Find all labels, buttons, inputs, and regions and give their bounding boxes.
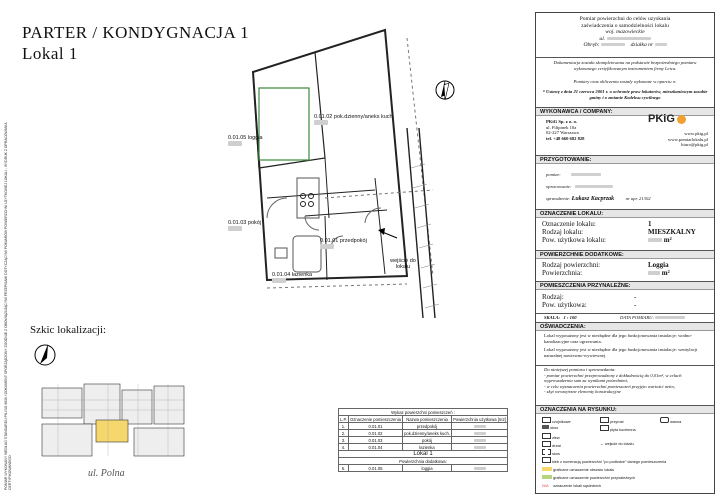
table-row — [339, 465, 508, 472]
room-label-pokoj — [228, 220, 261, 232]
north-arrow-icon — [30, 340, 60, 370]
legend-item: wejście do lokalu — [604, 442, 634, 446]
panel-head-line: woj. mazowieckie — [605, 29, 645, 35]
uwagi-line: - skyt wewnętrzne elementy konstrukcyjne — [544, 389, 621, 394]
company-phone: tel. +48 660 682 828 — [546, 135, 585, 141]
table-cell: 0.01.03 — [348, 437, 402, 444]
panel-head-line: zaświadczenia o samodzielności lokalu — [581, 22, 669, 29]
table-row — [339, 437, 508, 444]
oz-value: 1 — [648, 220, 652, 228]
sprawdzenie-label: sprawdzenie: — [546, 196, 571, 201]
room-name: pok.dzienny/aneks kuch. — [333, 114, 395, 120]
legend-item: okno — [550, 426, 559, 430]
location-sketch — [38, 380, 188, 462]
table-cell — [452, 423, 508, 430]
table-header: Nazwa pomieszczenia — [403, 416, 452, 423]
room-table — [338, 408, 508, 472]
powierzchnia-label: Powierzchnia: — [542, 269, 583, 277]
pow-label: Pow. użytkowa lokalu: — [542, 236, 606, 244]
ul-label: ul. — [599, 35, 606, 42]
company-web — [648, 131, 708, 148]
table-cell: przedpokój — [403, 423, 452, 430]
calc-text: Pomiary oraz obliczenia zostały wykonane w oparciu o: — [573, 79, 677, 84]
entrance-label: wejście do lokalu — [390, 258, 416, 270]
opracowanie-label: opracowanie: — [546, 184, 572, 189]
uwagi-line: - w celu wyznaczenia powierzchni pomieszczeń przyjęto wartości netto, — [544, 383, 676, 389]
uwagi — [544, 367, 708, 395]
logo-text: PKiG — [648, 113, 675, 125]
table-cell: 0.01.02 — [348, 430, 402, 437]
room-label-loggia — [228, 135, 263, 147]
pow-unit: m² — [663, 236, 672, 244]
company-address: ul. Filipinek 10a — [546, 124, 577, 130]
p-rodzaj-label: Rodzaj: — [542, 293, 564, 301]
table-cell: 5. — [339, 465, 349, 472]
panel-head-line: Pomiar powierzchni do celów uzyskania — [579, 16, 671, 22]
company-mail-link[interactable]: biuro@pkig.pl — [681, 142, 708, 147]
room-code: 0.01.03 — [228, 220, 247, 226]
table-row — [339, 430, 508, 437]
oz-row — [542, 220, 596, 228]
info-panel: Pomiar powierzchni do celów uzyskania zaświadczenia o samodzielności lokalu woj. mazowieckie ul. Obręb: działka nr Dokumentacja została skompletowana na podstawie bezpośredniego pomiaru wykonanego certyfikowanym instrumentem firmy Leica. Pomiary oraz obliczenia zostały wykonane w oparciu o: * Ustawę z dnia 21 czerwca 2001 r. o ochronie praw lokatorów, mieszkaniowym zasobie gminy i o zmianie Kodeksu cywilnego WYKONAWCA / COMPANY: PKiG Sp. z o. o. ul. Filipinek 10a 02-227 Warszawa tel. +48 660 682 828 PKiG www.pkig.pl www.pomiarlokalu.pl biuro@pkig.pl PRZYGOTOWANIE: pomiar: opracowanie: sprawdzenie: Łukasz Kacprzak nr upr. 21302 OZNACZENIE LOKALU: Oznaczenie lokalu: 1 Rodzaj lokalu: MIESZKALNY Pow. użytkowa lokalu: m² POWIERZCHNIE DODATKOWE: Rodzaj powierzchni: Loggia Powierzchnia: m² POMIESZCZENIA PRZYNALEŻNE: Rodzaj: - Pow. użytkowa: - SKALA: 1 : 100 DATA POMIARU: OŚWIADCZENIA: Lokal wyposażony jest w niezbędne dla jego funkcjonowania instalacje: wodno-kanalizacyjne oraz ogrzewania. Lokal wyposażony jest w niezbędne dla jego funkcjonowania instalacje: wentylacji naturalnej nawiewno-wywiewnej. Do niniejszej pomiaru i sprawozdania: - pomiar powierzchni przeprowadzony z dokładnością do 0,01m², w celach wyprowadzenia sum za wynikami pośrednimi, - w celu wyznaczenia powierzchni pomieszczeń przyjęto wartości netto, - skyt wewnętrzne elementy konstrukcyjne OZNACZENIA NA RYSUNKU: czujnikowe przyrost wanna okno płyta kuchenna zlew drzwi ← wejście do lokalu skos kleb z numeracją powierzchni "po podłodze" danego pomieszczenia graficzne oznaczenie obszaru lokalu graficzne oznaczenie powierzchni przynależnych N/A oznaczenie lokali sąsiednich — [535, 12, 715, 494]
oznaczenie-head: OZNACZENIE LOKALU: — [536, 209, 714, 218]
dzialka-label: działka nr — [630, 42, 654, 48]
table-row — [339, 423, 508, 430]
law-text: * Ustawę z dnia 21 czerwca 2001 r. o ochronie praw lokatorów, mieszkaniowym zasobie gminy i o zmianie Kodeksu cywilnego — [542, 89, 708, 100]
legend-item: czujnikowe — [552, 420, 571, 424]
street-label: ul. Polna — [88, 468, 125, 479]
company-web-link[interactable]: www.pkig.pl — [684, 131, 708, 136]
room-label-przedpokoj — [320, 238, 367, 250]
legend-item: drzwi — [552, 444, 561, 448]
legenda-head: OZNACZENIA NA RYSUNKU: — [536, 405, 714, 414]
rodzaj-pow-value: Loggia — [648, 261, 669, 269]
legend-item: zlew — [552, 436, 560, 440]
table-cell: 3. — [339, 437, 349, 444]
room-name: łazienka — [291, 272, 313, 278]
table-dodatkowe-label: Powierzchnia dodatkowa: — [339, 458, 508, 465]
room-name: pokój — [247, 220, 262, 226]
company-address: 02-227 Warszawa — [546, 130, 579, 135]
legend-item: wanna — [670, 420, 682, 424]
table-cell — [452, 465, 508, 472]
rodzaj-pow-label: Rodzaj powierzchni: — [542, 261, 601, 269]
prep-rows — [546, 169, 651, 205]
table-cell: 4. — [339, 444, 349, 451]
room-name: przedpokój — [339, 238, 367, 244]
table-lokal-label: Lokal 1 — [339, 451, 508, 458]
sketch-title: Szkic lokalizacji: — [30, 324, 107, 336]
company-web-link[interactable]: www.pomiarlokalu.pl — [667, 136, 708, 142]
legend-item: skos — [552, 452, 560, 456]
table-row — [339, 444, 508, 451]
table-header: L.P. — [340, 416, 347, 422]
company-name: PKiG Sp. z o. o. — [546, 119, 578, 124]
table-header: Powierzchnia użytkowa [m2] — [453, 416, 506, 422]
table-cell — [452, 430, 508, 437]
rodzaj-label: Rodzaj lokalu: — [542, 228, 584, 236]
panel-header — [540, 16, 710, 49]
przynalezne-head: POMIESZCZENIA PRZYNALEŻNE: — [536, 281, 714, 290]
side-note: POMIAR WYKONANY WEDŁUG STANDARDU PN-ISO 9836 / DOKUMENT SPORZĄDZONY ZGODNIE Z OBOWIĄZUJĄCYMI PRZEPISAMI DOTYCZĄCYMI POMIARÓW POWIERZCHNI UŻYTKOWEJ LOKALI - WYDRUK Z OPRACOWANIA CERTYFIKOWANEGO — [4, 122, 12, 490]
obreb-label: Obręb: — [583, 42, 600, 48]
table-cell: pokój — [403, 437, 452, 444]
north-arrow-icon — [436, 80, 454, 100]
table-cell: 0.01.01 — [348, 423, 402, 430]
room-label-living — [314, 114, 394, 126]
room-label-lazienka — [272, 272, 312, 284]
title-line-2: Lokal 1 — [22, 44, 78, 63]
table-title: Wykaz powierzchni pomieszczeń : — [339, 409, 508, 416]
p-pow-label: Pow. użytkowa: — [542, 301, 587, 309]
legend-item: płyta kuchenna — [610, 428, 636, 432]
skala — [544, 315, 577, 321]
pow-value — [648, 236, 672, 244]
data-label: DATA POMIARU: — [620, 315, 654, 320]
room-code: 0.01.01 — [320, 238, 339, 244]
company-logo — [648, 113, 686, 125]
table-cell: 0.01.04 — [348, 444, 402, 451]
legend-item: graficzne oznaczenie powierzchni przynależnych — [553, 476, 636, 480]
room-name: loggia — [247, 135, 263, 141]
title-line-1: PARTER / KONDYGNACJA 1 — [22, 23, 250, 42]
table-cell: 2. — [339, 430, 349, 437]
oswiadczenia-head: OŚWIADCZENIA: — [536, 322, 714, 331]
room-code: 0.01.04 — [272, 272, 291, 278]
legend-item: kleb z numeracją powierzchni "po podłodze" danego pomieszczenia — [552, 460, 667, 464]
upr-label: nr upr. 21302 — [625, 196, 651, 201]
prep-head: PRZYGOTOWANIE: — [536, 155, 714, 164]
uwagi-line: - pomiar powierzchni przeprowadzony z dokładnością do 0,01m², w celach wyprowadzenia sum za wynikami pośrednimi, — [544, 372, 682, 383]
osw1: Lokal wyposażony jest w niezbędne dla jego funkcjonowania instalacje: wodno-kanalizacyjne oraz ogrzewania. — [544, 333, 693, 344]
room-code: 0.01.05 — [228, 135, 247, 141]
table-cell: loggia — [403, 465, 452, 472]
powierzchnia-unit: m² — [661, 269, 670, 277]
p-pow-value: - — [634, 301, 637, 309]
table-cell: 0.01.05 — [348, 465, 402, 472]
doc-text: Dokumentacja została skompletowana na podstawie bezpośredniego pomiaru wykonanego certyfikowanym instrumentem firmy Leica. — [553, 60, 697, 71]
table-cell: pok.dzienny/aneks kuch. — [404, 430, 450, 436]
table-cell: 1. — [339, 423, 349, 430]
table-cell — [452, 444, 508, 451]
legend-item: graficzne oznaczenie obszaru lokalu — [553, 468, 615, 472]
uwagi-head: Do niniejszej pomiaru i sprawozdania: — [544, 367, 616, 372]
p-rodzaj-value: - — [634, 293, 637, 301]
data-pomiaru — [620, 315, 685, 321]
table-header: Oznaczenie pomieszczenia — [350, 416, 401, 422]
table-cell: łazienka — [403, 444, 452, 451]
legend-item: przyrost — [610, 420, 624, 424]
osw2: Lokal wyposażony jest w niezbędne dla jego funkcjonowania instalacje: wentylacji naturalnej nawiewno-wywiewnej. — [544, 347, 698, 358]
rodzaj-value: MIESZKALNY — [648, 228, 696, 236]
company-info — [546, 119, 584, 141]
table-cell — [452, 437, 508, 444]
legend-item: oznaczenie lokali sąsiednich — [553, 484, 601, 488]
oz-label: Oznaczenie lokalu: — [542, 220, 596, 228]
skala-label: SKALA: — [544, 315, 561, 320]
skala-value: 1 : 100 — [563, 315, 577, 320]
floor-plan — [175, 18, 505, 348]
powierzchnia-value — [648, 269, 670, 277]
room-code: 0.01.02 — [314, 114, 333, 120]
pomiar-label: pomiar: — [546, 172, 561, 177]
sprawdzenie-name: Łukasz Kacprzak — [571, 196, 615, 202]
company-head: WYKONAWCA / COMPANY: — [536, 107, 714, 116]
dodatkowe-head: POWIERZCHNIE DODATKOWE: — [536, 250, 714, 259]
